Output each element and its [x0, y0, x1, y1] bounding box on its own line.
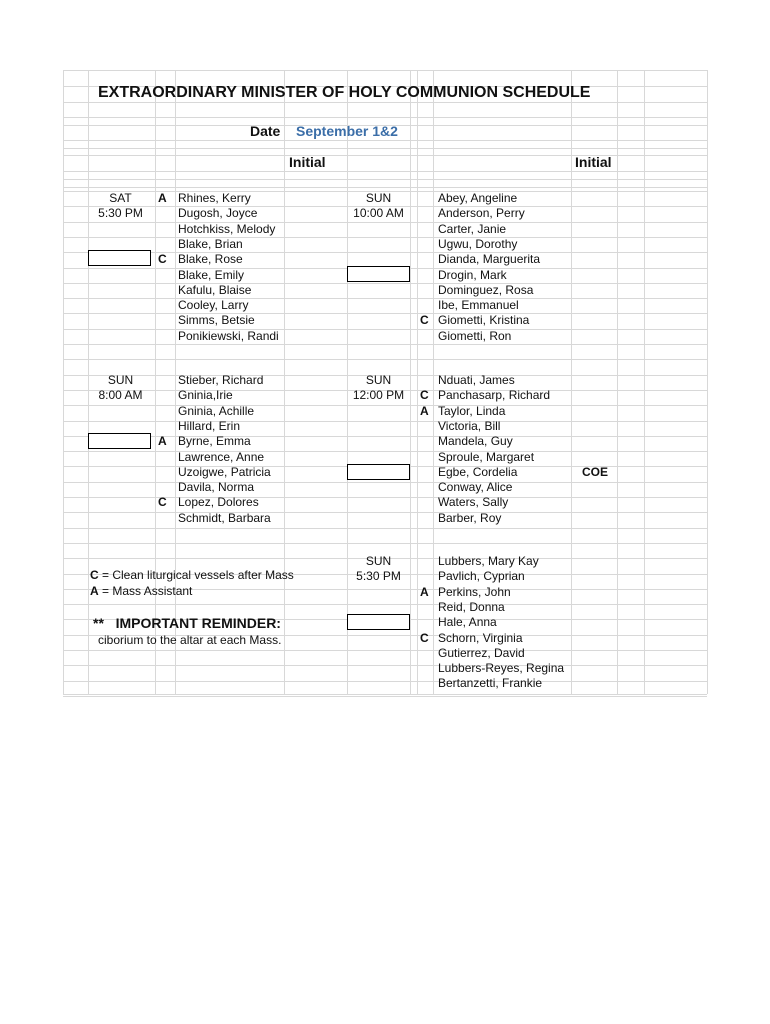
minister-name: Hale, Anna [438, 615, 497, 630]
legend-mass-assistant [90, 584, 192, 599]
minister-name: Lawrence, Anne [178, 449, 265, 464]
minister-name: Carter, Janie [438, 221, 507, 236]
initial-entry: COE [582, 464, 609, 479]
mass-day: SUN [365, 554, 392, 568]
minister-name: Anderson, Perry [438, 206, 525, 221]
initial-box[interactable] [88, 250, 151, 266]
role-code: A [420, 584, 429, 599]
role-code: C [420, 388, 429, 403]
minister-name: Blake, Emily [178, 267, 245, 282]
minister-name: Conway, Alice [438, 480, 513, 495]
schedule-title: EXTRAORDINARY MINISTER OF HOLY COMMUNION SCHEDULE [98, 84, 591, 101]
role-code: A [158, 191, 167, 205]
minister-name: Stieber, Richard [178, 373, 264, 387]
minister-name: Gutierrez, David [438, 645, 525, 660]
minister-name: Hotchkiss, Melody [178, 221, 276, 236]
reminder-text: ciborium to the altar at each Mass. [98, 633, 282, 647]
legend-c-code: C [90, 568, 99, 582]
minister-name: Drogin, Mark [438, 267, 507, 282]
minister-name: Hillard, Erin [178, 418, 241, 433]
role-code: C [158, 252, 167, 267]
minister-name: Panchasarp, Richard [438, 388, 551, 403]
minister-name: Bertanzetti, Frankie [438, 676, 543, 691]
minister-name: Perkins, John [438, 584, 511, 599]
minister-name: Gninia,Irie [178, 388, 233, 403]
role-code: C [420, 313, 429, 328]
minister-name: Ugwu, Dorothy [438, 236, 518, 251]
initial-box[interactable] [347, 464, 410, 480]
legend-a-text: = Mass Assistant [98, 584, 193, 598]
mass-day: SUN [365, 373, 392, 387]
minister-name: Lopez, Dolores [178, 495, 259, 510]
minister-name: Abey, Angeline [438, 191, 518, 205]
minister-name: Blake, Brian [178, 236, 243, 251]
minister-name: Dugosh, Joyce [178, 206, 258, 221]
mass-time: 10:00 AM [353, 206, 404, 221]
legend-c-text: = Clean liturgical vessels after Mass [98, 568, 294, 582]
minister-name: Cooley, Larry [178, 298, 249, 313]
minister-name: Byrne, Emma [178, 434, 251, 449]
minister-name: Uzoigwe, Patricia [178, 464, 271, 479]
minister-name: Giometti, Kristina [438, 313, 530, 328]
minister-name: Reid, Donna [438, 599, 505, 614]
minister-name: Pavlich, Cyprian [438, 569, 525, 584]
minister-name: Schmidt, Barbara [178, 510, 271, 525]
mass-day: SUN [365, 191, 392, 205]
minister-name: Kafulu, Blaise [178, 282, 252, 297]
reminder-stars: ** [93, 615, 104, 631]
minister-name: Waters, Sally [438, 495, 509, 510]
minister-name: Ponikiewski, Randi [178, 328, 279, 343]
minister-name: Simms, Betsie [178, 313, 255, 328]
mass-day: SUN [107, 373, 134, 387]
initial-header-left: Initial [289, 154, 326, 170]
date-label: Date [250, 123, 281, 139]
minister-name: Dominguez, Rosa [438, 282, 534, 297]
minister-name: Schorn, Virginia [438, 630, 523, 645]
minister-name: Rhines, Kerry [178, 191, 251, 205]
mass-day: SAT [109, 191, 132, 205]
reminder-heading [93, 616, 281, 631]
minister-name: Ibe, Emmanuel [438, 298, 519, 313]
mass-time: 5:30 PM [98, 206, 143, 221]
minister-name: Dianda, Marguerita [438, 252, 541, 267]
minister-name: Mandela, Guy [438, 434, 513, 449]
minister-name: Lubbers, Mary Kay [438, 554, 539, 568]
minister-name: Taylor, Linda [438, 403, 506, 418]
mass-time: 12:00 PM [352, 388, 405, 403]
reminder-title: IMPORTANT REMINDER: [115, 615, 281, 631]
date-value: September 1&2 [296, 123, 398, 139]
minister-name: Davila, Norma [178, 480, 255, 495]
minister-name: Victoria, Bill [438, 418, 501, 433]
initial-box[interactable] [347, 614, 410, 630]
role-code: C [420, 630, 429, 645]
role-code: C [158, 495, 167, 510]
mass-time: 5:30 PM [356, 569, 401, 584]
minister-name: Egbe, Cordelia [438, 464, 518, 479]
minister-name: Blake, Rose [178, 252, 243, 267]
initial-box[interactable] [347, 266, 410, 282]
role-code: A [420, 403, 429, 418]
minister-name: Gninia, Achille [178, 403, 255, 418]
minister-name: Barber, Roy [438, 510, 502, 525]
minister-name: Lubbers-Reyes, Regina [438, 661, 565, 676]
mass-time: 8:00 AM [98, 388, 143, 403]
legend-clean-vessels [90, 568, 294, 583]
initial-header-right: Initial [575, 154, 612, 170]
minister-name: Nduati, James [438, 373, 515, 387]
minister-name: Sproule, Margaret [438, 449, 535, 464]
minister-name: Giometti, Ron [438, 328, 512, 343]
role-code: A [158, 434, 167, 449]
initial-box[interactable] [88, 433, 151, 449]
legend-a-code: A [90, 584, 99, 598]
